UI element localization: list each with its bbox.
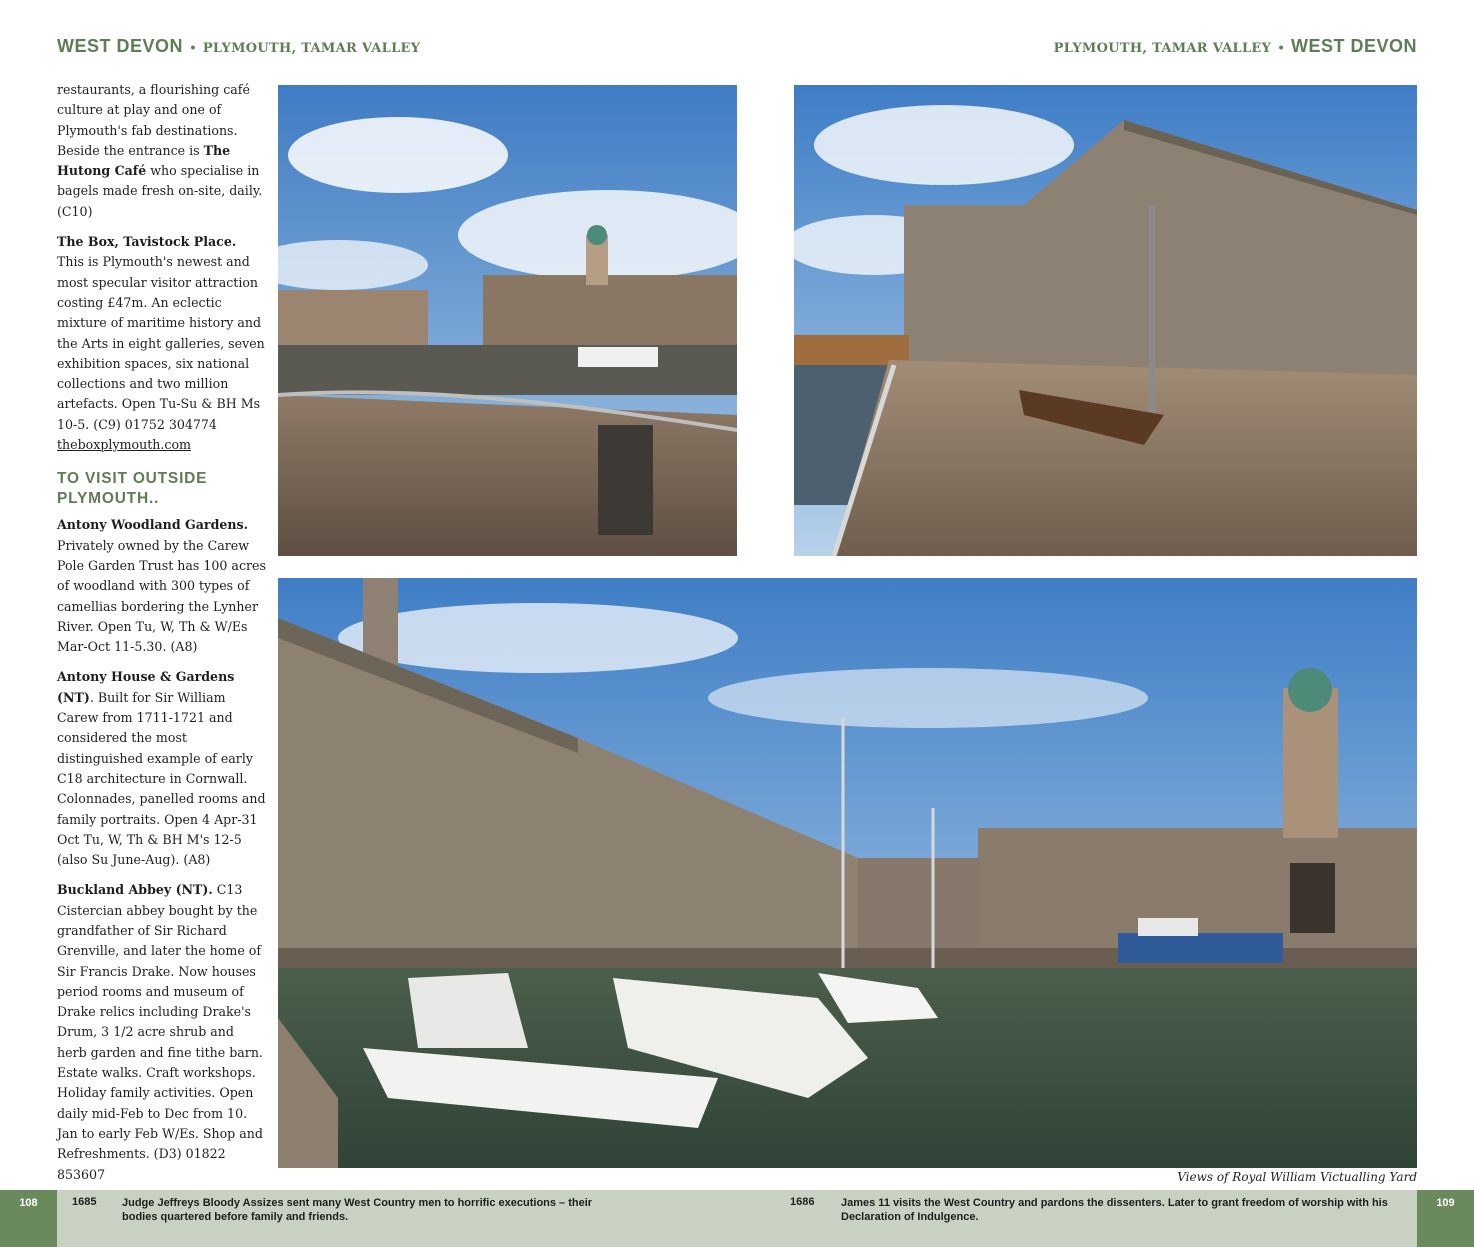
header-region: WEST DEVON <box>57 36 184 56</box>
timeline-event: Judge Jeffreys Bloody Assizes sent many West Country men to horrific executions – their bodies quartered before family and friends. <box>122 1197 593 1223</box>
entry-text: This is Plymouth's newest and most specular visitor attraction costing £47m. An eclectic mixture of maritime history and the Arts in eight galleries, seven exhibition spaces, six national collections and two million artefacts. Open Tu-Su & BH Ms 10-5. (C9) 01752 304774 <box>57 254 265 432</box>
body-text-column <box>57 80 267 1195</box>
photo-dock-clock-tower <box>278 85 737 556</box>
header-subregion: PLYMOUTH, TAMAR VALLEY <box>1053 41 1272 56</box>
header-subregion: PLYMOUTH, TAMAR VALLEY <box>202 41 421 56</box>
website-link[interactable]: theboxplymouth.com <box>57 437 191 453</box>
photo-caption: Views of Royal William Victualling Yard <box>1177 1170 1417 1184</box>
entry-text: Privately owned by the Carew Pole Garden Trust has 100 acres of woodland with 300 types of camellias bordering the Lynher River. Open Tu, W, Th & W/Es Mar-Oct 11-5.30. (A8) <box>57 537 266 655</box>
running-header-left <box>57 36 420 57</box>
venue-name: The Hutong Café <box>57 142 231 179</box>
timeline-event: James 11 visits the West Country and pardons the dissenters. Later to grant freedom of worship with his Declaration of Indulgence. <box>841 1197 1388 1223</box>
entry-title: The Box, Tavistock Place. <box>57 234 237 250</box>
paragraph-hutong <box>57 80 267 222</box>
entry-text: C13 Cistercian abbey bought by the grandfather of Sir Richard Grenville, and later the home of Sir Francis Drake. Now houses period rooms and museum of Drake relics including Drake's Drum, 3 1/2 acre shrub and herb garden and fine tithe barn. Estate walks. Craft workshops. Holiday family activities. Open daily mid-Feb to Dec from 10. Jan to early Feb W/Es. Shop and Refreshments. (D3) 01822 853607 <box>57 882 263 1182</box>
paragraph-text: restaurants, a flourishing café culture at play and one of Plymouth's fab destinations. Beside the entrance is <box>57 82 250 158</box>
entry-title: Antony House & Gardens (NT) <box>57 669 235 705</box>
entry-antony-woodland <box>57 515 267 657</box>
entry-buckland-abbey <box>57 880 267 1184</box>
paragraph-text: who specialise in bagels made fresh on-site, daily. (C10) <box>57 163 263 219</box>
entry-title: Buckland Abbey (NT). <box>57 882 213 898</box>
entry-title: Antony Woodland Gardens. <box>57 517 249 533</box>
timeline-year: 1686 <box>790 1196 815 1208</box>
paragraph-the-box <box>57 232 267 455</box>
page-number-left: 108 <box>0 1190 57 1247</box>
photo-marina-panorama <box>278 578 1417 1168</box>
header-region: WEST DEVON <box>1290 36 1417 56</box>
section-heading: TO VISIT OUTSIDE PLYMOUTH.. <box>57 470 208 508</box>
entry-text: . Built for Sir William Carew from 1711-1721 and considered the most distinguished example of early C18 architecture in Cornwall. Colonnades, panelled rooms and family portraits. Open 4 Apr-31 Oct Tu, W, Th & BH M's 12-5 (also Su June-Aug). (A8) <box>57 689 266 868</box>
header-separator: • <box>190 39 196 55</box>
header-separator: • <box>1278 39 1284 55</box>
entry-antony-house <box>57 667 267 870</box>
timeline-year: 1685 <box>72 1196 97 1208</box>
running-header-right <box>1054 36 1417 57</box>
photo-mills-building <box>794 85 1417 556</box>
page-number-right: 109 <box>1417 1190 1474 1247</box>
